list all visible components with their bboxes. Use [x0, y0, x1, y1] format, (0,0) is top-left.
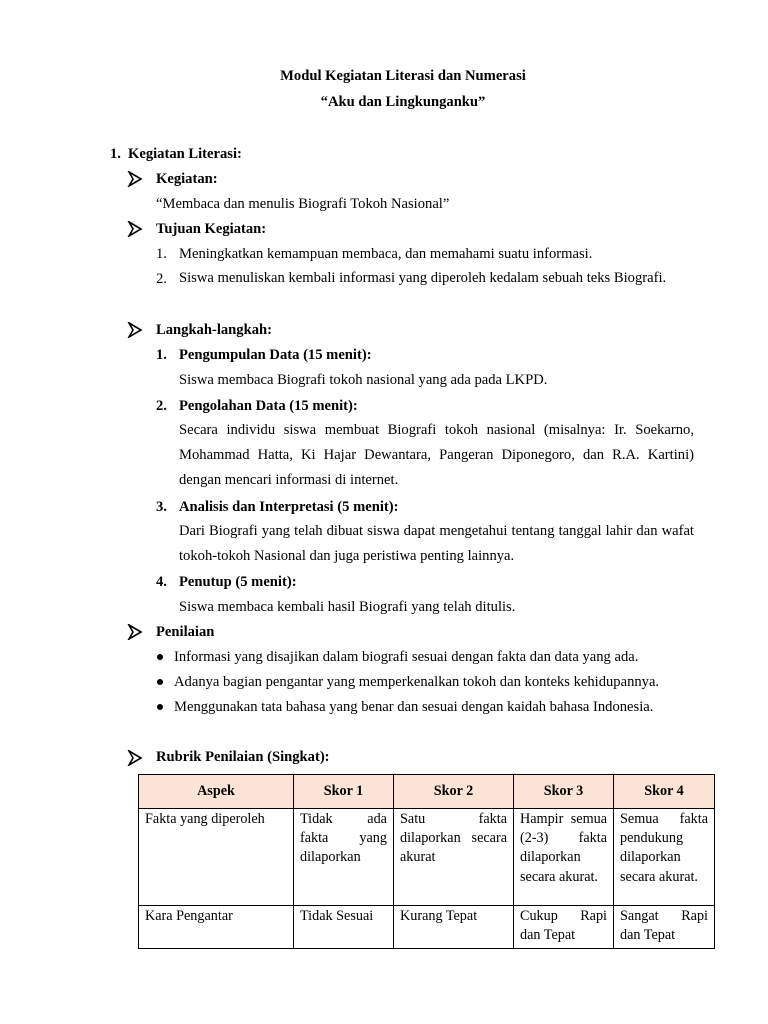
arrow-bullet-icon [127, 171, 145, 187]
column-header: Skor 1 [294, 775, 394, 809]
tujuan-item-number: 1. [156, 246, 167, 262]
penilaian-label: Penilaian [156, 624, 215, 640]
bullet-dot-icon [157, 654, 163, 660]
step-text: Dari Biografi yang telah dibuat siswa dapat mengetahui tentang tanggal lahir dan wafat tokoh-tokoh Nasional dan juga peristiwa penting lainnya. [179, 523, 694, 565]
step-number: 4. [156, 574, 167, 590]
table-header-row [139, 775, 715, 809]
table-cell: Kurang Tepat [394, 906, 514, 949]
arrow-bullet-icon [127, 750, 145, 766]
table-cell: Kara Pengantar [139, 906, 294, 949]
step-number: 3. [156, 499, 167, 515]
step-title: Penutup (5 menit): [179, 574, 297, 590]
rubrik-label: Rubrik Penilaian (Singkat): [156, 749, 330, 765]
arrow-bullet-icon [127, 322, 145, 338]
penilaian-bullet-text: Informasi yang disajikan dalam biografi sesuai dengan fakta dan data yang ada. [174, 649, 639, 665]
table-row [139, 906, 715, 949]
column-header: Skor 2 [394, 775, 514, 809]
step-number: 2. [156, 398, 167, 414]
penilaian-bullet-text: Menggunakan tata bahasa yang benar dan sesuai dengan kaidah bahasa Indonesia. [174, 699, 654, 715]
column-header: Skor 3 [514, 775, 614, 809]
step-title: Analisis dan Interpretasi (5 menit): [179, 499, 399, 515]
tujuan-item-text: Meningkatkan kemampuan membaca, dan memahami suatu informasi. [179, 246, 593, 262]
bullet-dot-icon [157, 704, 163, 710]
langkah-label: Langkah-langkah: [156, 322, 272, 338]
table-cell: Semua fakta pendukung dilaporkan secara akurat. [614, 809, 715, 906]
table-cell: Satu fakta dilaporkan secara akurat [394, 809, 514, 906]
section-number: 1. [110, 146, 121, 162]
table-cell: Sangat Rapi dan Tepat [614, 906, 715, 949]
rubric-table [138, 774, 715, 949]
step-text: Siswa membaca Biografi tokoh nasional yang ada pada LKPD. [179, 372, 548, 388]
penilaian-bullet-text: Adanya bagian pengantar yang memperkenalkan tokoh dan konteks kehidupannya. [174, 674, 660, 690]
arrow-bullet-icon [127, 221, 145, 237]
step-text: Secara individu siswa membuat Biografi tokoh nasional (misalnya: Ir. Soekarno, Mohammad Hatta, Ki Hajar Dewantara, Pangeran Diponegoro, dan R.A. Kartini) dengan mencari informasi di internet. [179, 422, 694, 489]
step-text: Siswa membaca kembali hasil Biografi yang telah ditulis. [179, 599, 516, 615]
table-cell: Cukup Rapi dan Tepat [514, 906, 614, 949]
table-cell: Tidak ada fakta yang dilaporkan [294, 809, 394, 906]
step-number: 1. [156, 347, 167, 363]
bullet-dot-icon [157, 679, 163, 685]
step-title: Pengolahan Data (15 menit): [179, 398, 358, 414]
step-title: Pengumpulan Data (15 menit): [179, 347, 372, 363]
tujuan-item-text: Siswa menuliskan kembali informasi yang diperoleh kedalam sebuah teks Biografi. [179, 270, 667, 286]
module-title: Modul Kegiatan Literasi dan Numerasi [280, 68, 526, 84]
tujuan-item-number: 2. [156, 271, 167, 287]
tujuan-label: Tujuan Kegiatan: [156, 221, 267, 237]
kegiatan-label: Kegiatan: [156, 171, 218, 187]
arrow-bullet-icon [127, 624, 145, 640]
column-header: Aspek [139, 775, 294, 809]
table-cell: Tidak Sesuai [294, 906, 394, 949]
section-heading: Kegiatan Literasi: [128, 146, 242, 162]
table-row [139, 809, 715, 906]
table-cell: Hampir semua (2-3) fakta dilaporkan secara akurat. [514, 809, 614, 906]
table-cell: Fakta yang diperoleh [139, 809, 294, 906]
module-subtitle: “Aku dan Lingkunganku” [320, 94, 486, 110]
kegiatan-text: “Membaca dan menulis Biografi Tokoh Nasional” [156, 196, 450, 212]
column-header: Skor 4 [614, 775, 715, 809]
